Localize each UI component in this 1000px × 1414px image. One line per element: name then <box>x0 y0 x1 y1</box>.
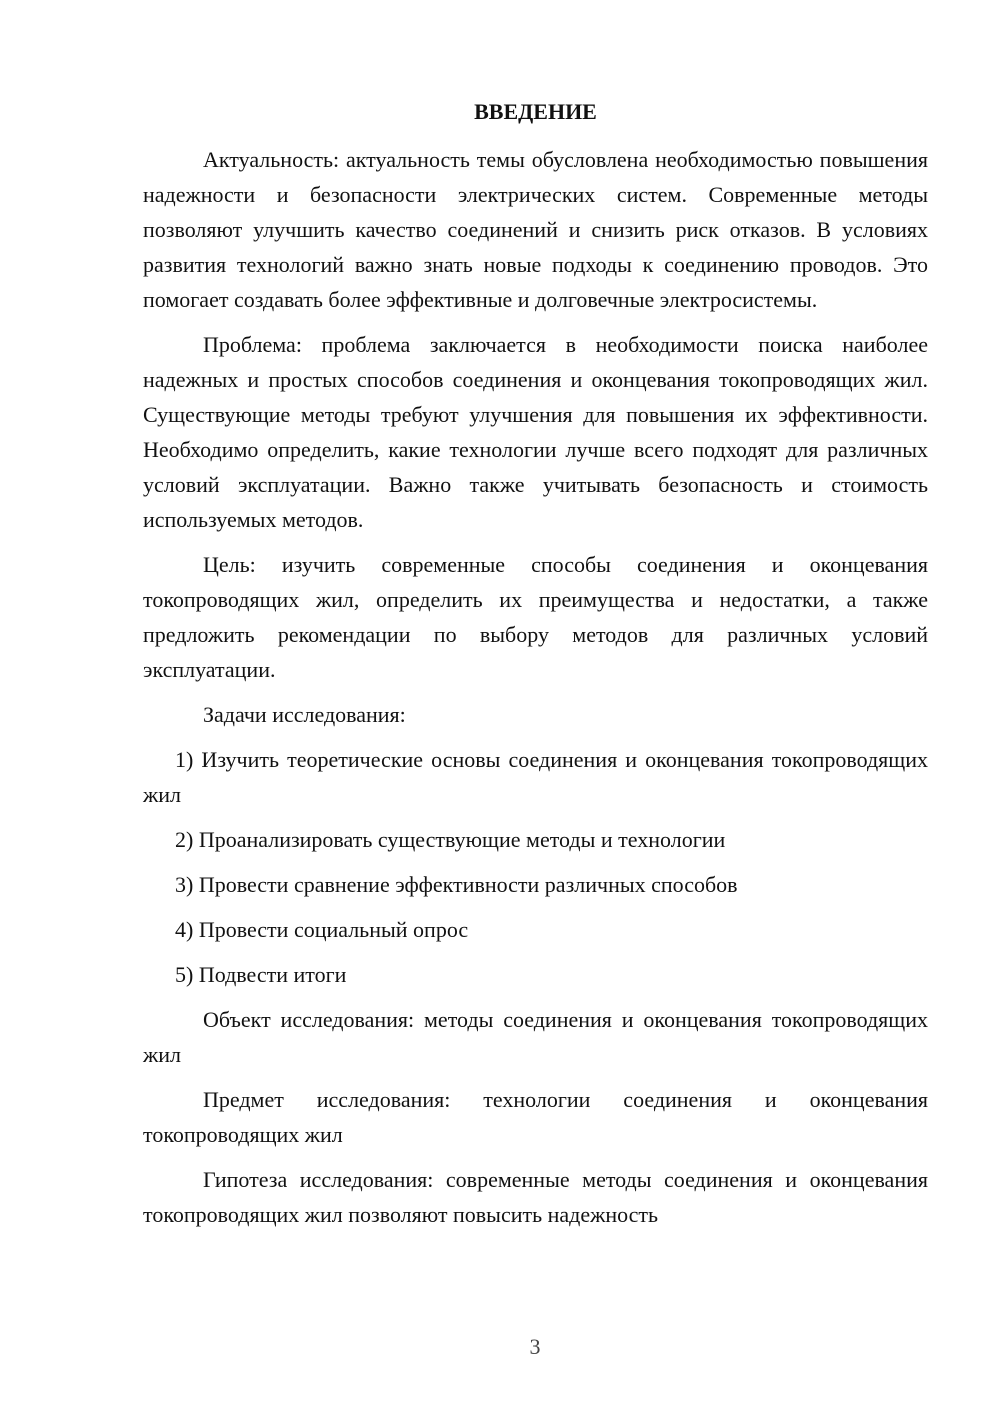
list-item-task-5: 5) Подвести итоги <box>175 962 347 987</box>
paragraph-object: Объект исследования: методы соединения и оконцевания токопроводящих жил <box>143 1007 928 1067</box>
paragraph-problem: Проблема: проблема заключается в необходимости поиска наиболее надежных и простых способов соединения и оконцевания токопроводящих жил. Существующие методы требуют улучшения для повышения их эффективности. Необходимо определить, какие технологии лучше всего подходят для различных условий эксплуатации. Важно также учитывать безопасность и стоимость используемых методов. <box>143 332 928 532</box>
page-body <box>143 142 928 1232</box>
list-item-task-1: 1) Изучить теоретические основы соединения и оконцевания токопроводящих жил <box>143 747 928 807</box>
paragraph-relevance: Актуальность: актуальность темы обусловлена необходимостью повышения надежности и безопасности электрических систем. Современные методы позволяют улучшить качество соединений и снизить риск отказов. В условиях развития технологий важно знать новые подходы к соединению проводов. Это помогает создавать более эффективные и долговечные электросистемы. <box>143 147 928 312</box>
paragraph-hypothesis: Гипотеза исследования: современные методы соединения и оконцевания токопроводящих жил позволяют повысить надежность <box>143 1167 928 1227</box>
paragraph-subject: Предмет исследования: технологии соединения и оконцевания токопроводящих жил <box>143 1087 928 1147</box>
page-number: 3 <box>529 1334 541 1359</box>
list-item-task-2: 2) Проанализировать существующие методы и технологии <box>175 827 726 852</box>
paragraph-tasks-intro: Задачи исследования: <box>203 702 406 727</box>
page-title: ВВЕДЕНИЕ <box>474 99 597 124</box>
paragraph-goal: Цель: изучить современные способы соединения и оконцевания токопроводящих жил, определить их преимущества и недостатки, а также предложить рекомендации по выбору методов для различных условий эксплуатации. <box>143 552 928 682</box>
list-item-task-3: 3) Провести сравнение эффективности различных способов <box>175 872 738 897</box>
list-item-task-4: 4) Провести социальный опрос <box>175 917 469 942</box>
